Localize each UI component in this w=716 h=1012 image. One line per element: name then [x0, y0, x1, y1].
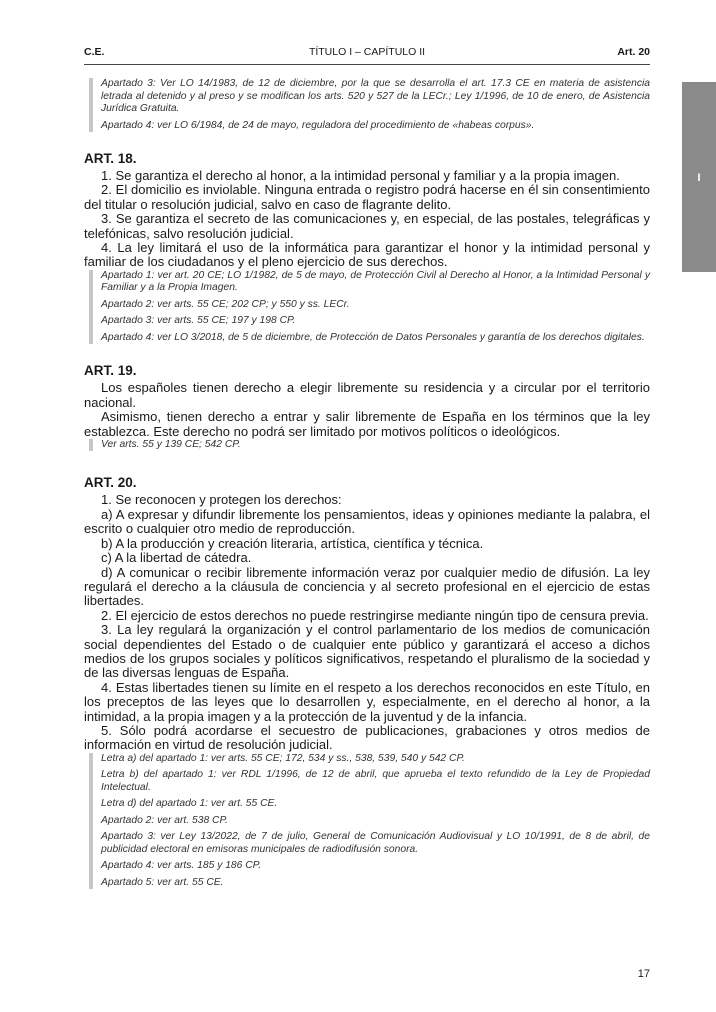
note: Letra a) del apartado 1: ver arts. 55 CE; 172, 534 y ss., 538, 539, 540 y 542 CP.	[101, 752, 465, 764]
note: Apartado 4: ver arts. 185 y 186 CP.	[101, 860, 262, 872]
intro-notes	[89, 78, 650, 132]
note: Apartado 4: ver LO 6/1984, de 24 de mayo, reguladora del procedimiento de «habeas corpus».	[101, 119, 535, 131]
article-notes	[89, 439, 650, 452]
paragraph: 2. El ejercicio de estos derechos no puede restringirse mediante ningún tipo de censura previa.	[101, 607, 649, 623]
side-tab-label: I	[697, 172, 701, 184]
note: Apartado 2: ver art. 538 CP.	[101, 814, 228, 826]
paragraph: 4. La ley limitará el uso de la informática para garantizar el honor y la intimidad personal y familiar de los ciudadanos y el pleno ejercicio de sus derechos.	[84, 240, 650, 270]
header-right: Art. 20	[617, 46, 650, 58]
header-divider	[84, 64, 650, 65]
paragraph: 3. La ley regulará la organización y el control parlamentario de los medios de comunicación social dependientes del Estado o de cualquier ente público y garantizará el acceso a dichos medios de los grupos sociales y políticos significativos, respetando el pluralismo de la sociedad y de las diversas lenguas de España.	[84, 622, 650, 681]
paragraph: 2. El domicilio es inviolable. Ninguna entrada o registro podrá hacerse en él sin consentimiento del titular o resolución judicial, salvo en caso de flagrante delito.	[84, 182, 650, 212]
article-notes	[89, 753, 650, 890]
article-20	[84, 475, 650, 889]
note: Apartado 3: ver Ley 13/2022, de 7 de julio, General de Comunicación Audiovisual y LO 10/1991, de 8 de abril, de publicidad electoral en emisoras municipales de radiodifusión sonora.	[101, 831, 650, 855]
paragraph: Los españoles tienen derecho a elegir libremente su residencia y a circular por el territorio nacional.	[84, 380, 650, 410]
note: Apartado 1: ver art. 20 CE; LO 1/1982, de 5 de mayo, de Protección Civil al Derecho al Honor, a la Intimidad Personal y Familiar y a la Propia Imagen.	[101, 269, 650, 294]
note: Apartado 2: ver arts. 55 CE; 202 CP; y 550 y ss. LECr.	[101, 298, 350, 310]
paragraph: 5. Sólo podrá acordarse el secuestro de publicaciones, grabaciones y otros medios de información en virtud de resolución judicial.	[84, 722, 650, 753]
article-title: ART. 18.	[84, 151, 137, 166]
note: Apartado 4: ver LO 3/2018, de 5 de diciembre, de Protección de Datos Personales y garantía de los derechos digitales.	[101, 331, 645, 343]
note: Apartado 5: ver art. 55 CE.	[101, 876, 224, 888]
page-content	[84, 78, 650, 889]
article-notes	[89, 270, 650, 345]
paragraph: c) A la libertad de cátedra.	[101, 550, 252, 566]
article-18	[84, 151, 650, 344]
note: Apartado 3: Ver LO 14/1983, de 12 de diciembre, por la que se desarrolla el art. 17.3 CE en materia de asistencia letrada al detenido y al preso y se modifican los arts. 520 y 527 de la LECr.; Ley 1/1996, de 10 de enero, de Asistencia Jurídica Gratuita.	[101, 78, 650, 114]
paragraph: 1. Se garantiza el derecho al honor, a la intimidad personal y familiar y a la propia imagen.	[101, 168, 620, 183]
paragraph: Asimismo, tienen derecho a entrar y salir libremente de España en los términos que la ley establezca. Este derecho no podrá ser limitado por motivos políticos o ideológicos.	[84, 409, 650, 439]
page-number: 17	[637, 968, 650, 980]
paragraph: 3. Se garantiza el secreto de las comunicaciones y, en especial, de las postales, telegráficas y telefónicas, salvo resolución judicial.	[84, 211, 650, 241]
header-left: C.E.	[84, 46, 105, 58]
paragraph: a) A expresar y difundir libremente los pensamientos, ideas y opiniones mediante la palabra, el escrito o cualquier otro medio de reproducción.	[84, 506, 650, 537]
header-center: TÍTULO I – CAPÍTULO II	[308, 46, 426, 58]
side-tab	[682, 82, 716, 272]
note: Ver arts. 55 y 139 CE; 542 CP.	[101, 438, 241, 450]
note: Apartado 3: ver arts. 55 CE; 197 y 198 CP.	[101, 315, 296, 327]
article-19	[84, 363, 650, 451]
note: Letra b) del apartado 1: ver RDL 1/1996, de 12 de abril, que aprueba el texto refundido de la Ley de Propiedad Intelectual.	[101, 769, 650, 793]
article-title: ART. 19.	[84, 363, 137, 379]
paragraph: b) A la producción y creación literaria, artística, científica y técnica.	[101, 535, 484, 551]
paragraph: 1. Se reconocen y protegen los derechos:	[101, 492, 342, 508]
paragraph: 4. Estas libertades tienen su límite en el respeto a los derechos reconocidos en este Título, en los preceptos de las leyes que lo desarrollen y, especialmente, en el derecho al honor, a la intimidad, a la propia imagen y a la protección de la juventud y de la infancia.	[84, 679, 650, 724]
note: Letra d) del apartado 1: ver art. 55 CE.	[101, 798, 278, 810]
article-title: ART. 20.	[84, 475, 137, 491]
paragraph: d) A comunicar o recibir libremente información veraz por cualquier medio de difusión. La ley regulará el derecho a la cláusula de conciencia y al secreto profesional en el ejercicio de estas libertades.	[84, 564, 650, 609]
page-header	[84, 46, 650, 60]
